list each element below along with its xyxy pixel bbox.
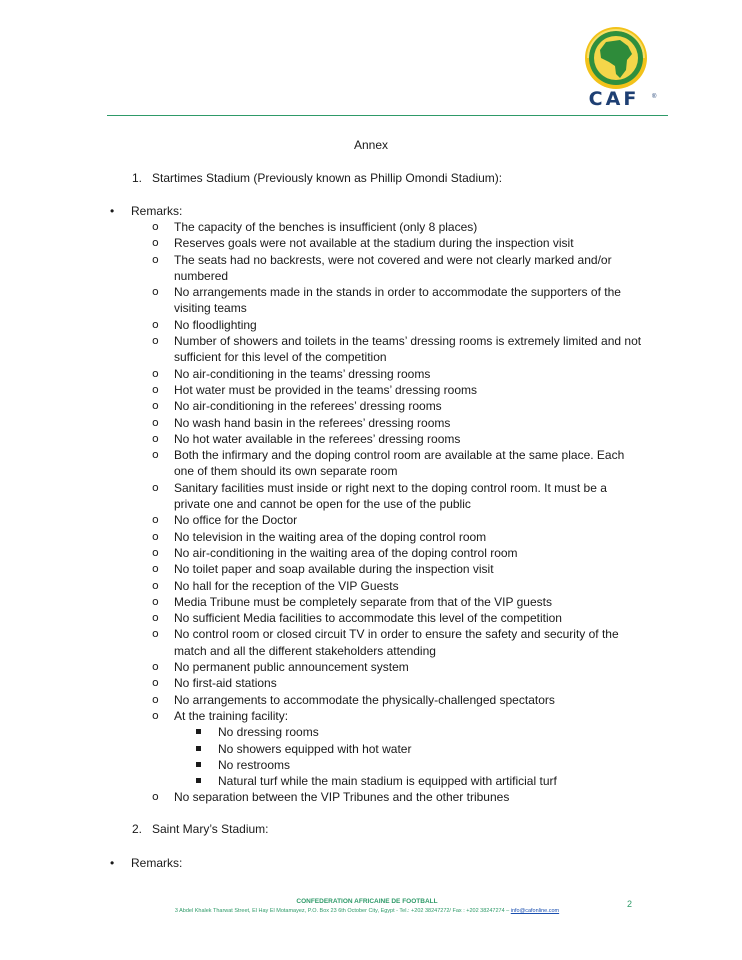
remark-text: Sanitary facilities must inside or right next to the doping control room. It must be a private one and cannot be open for the use of the public <box>174 480 607 512</box>
remark-text: No control room or closed circuit TV in order to ensure the safety and security of the match and all the different stakeholders attending <box>174 627 619 658</box>
sub-list-item <box>196 724 642 740</box>
remark-text: No wash hand basin in the referees’ dressing rooms <box>174 415 451 430</box>
square-bullet-icon <box>196 729 201 734</box>
section-label: Startimes Stadium (Previously known as Phillip Omondi Stadium): <box>152 171 503 185</box>
remarks-heading-1 <box>110 204 182 218</box>
remark-text: No arrangements made in the stands in order to accommodate the supporters of the visiting teams <box>174 285 621 316</box>
circle-bullet-icon: o <box>152 366 159 380</box>
list-item <box>152 447 642 480</box>
list-item <box>152 398 642 414</box>
list-item <box>152 219 642 235</box>
caf-logo <box>574 24 664 108</box>
training-label: At the training facility: <box>174 708 289 723</box>
square-bullet-icon <box>196 762 201 767</box>
sub-item-text: No showers equipped with hot water <box>218 741 412 756</box>
circle-bullet-icon: o <box>152 431 159 445</box>
remark-text: Both the infirmary and the doping control room are available at the same place. Each one of them should its own separate room <box>174 448 625 479</box>
list-item <box>152 789 642 805</box>
sub-list-item <box>196 757 642 773</box>
list-item <box>152 512 642 528</box>
footer-address <box>107 908 627 914</box>
list-item <box>152 252 642 285</box>
circle-bullet-icon: o <box>152 480 159 494</box>
circle-bullet-icon: o <box>152 708 159 722</box>
section-number: 2. <box>132 822 143 836</box>
list-item <box>152 317 642 333</box>
circle-bullet-icon: o <box>152 220 159 233</box>
circle-bullet-icon: o <box>152 317 159 331</box>
list-item <box>152 626 642 659</box>
remark-text: Reserves goals were not available at the stadium during the inspection visit <box>174 236 574 251</box>
remark-text: No television in the waiting area of the doping control room <box>174 529 487 544</box>
list-item <box>152 235 642 251</box>
remark-text: No air-conditioning in the referees’ dressing rooms <box>174 399 442 414</box>
circle-bullet-icon: o <box>152 382 159 396</box>
circle-bullet-icon: o <box>152 334 159 348</box>
circle-bullet-icon: o <box>152 415 159 429</box>
page-title: Annex <box>353 138 389 152</box>
list-item <box>152 578 642 594</box>
circle-bullet-icon: o <box>152 448 159 462</box>
list-item <box>152 610 642 626</box>
logo-text: CAF <box>588 88 640 110</box>
square-bullet-icon <box>196 778 201 783</box>
circle-bullet-icon: o <box>152 252 159 266</box>
footer-address-text: 3 Abdel Khalek Tharwat Street, El Hay El Motamayez, P.O. Box 23 6th October City, Egypt - Tel.: +202 38247272/ Fax : +202 38247274 – <box>174 908 510 914</box>
remark-text: No sufficient Media facilities to accommodate this level of the competition <box>174 611 562 626</box>
sub-list-item <box>196 741 642 757</box>
circle-bullet-icon: o <box>152 594 159 608</box>
remarks-label: Remarks: <box>131 856 183 870</box>
remark-text: No air-conditioning in the waiting area of the doping control room <box>174 545 518 560</box>
remark-text: Hot water must be provided in the teams’ dressing rooms <box>174 382 478 397</box>
remark-text: No office for the Doctor <box>174 513 298 528</box>
circle-bullet-icon: o <box>152 790 159 804</box>
list-item-training <box>152 708 642 789</box>
list-item <box>152 529 642 545</box>
footer-email-link[interactable]: info@cafonline.com <box>510 908 560 914</box>
sub-item-text: No restrooms <box>218 757 291 772</box>
circle-bullet-icon: o <box>152 676 159 690</box>
circle-bullet-icon: o <box>152 236 159 250</box>
section-heading-2 <box>132 822 269 836</box>
remark-text: The seats had no backrests, were not covered and were not clearly marked and/or numbered <box>174 252 612 283</box>
section-number: 1. <box>132 171 143 185</box>
remark-text: No floodlighting <box>174 317 257 332</box>
list-item <box>152 415 642 431</box>
list-item <box>152 545 642 561</box>
remark-text: The capacity of the benches is insufficient (only 8 places) <box>174 220 478 234</box>
remark-text: No toilet paper and soap available during the inspection visit <box>174 562 494 577</box>
remark-text: No first-aid stations <box>174 676 277 691</box>
remarks-heading-2 <box>110 856 182 870</box>
list-item <box>152 675 642 691</box>
list-item <box>152 659 642 675</box>
section-heading-1 <box>132 171 502 185</box>
page-number: 2 <box>627 899 633 909</box>
registered-mark: ® <box>652 94 657 100</box>
section-label: Saint Mary’s Stadium: <box>152 822 269 836</box>
circle-bullet-icon: o <box>152 611 159 625</box>
list-item <box>152 284 642 317</box>
remark-text: No permanent public announcement system <box>174 660 409 675</box>
circle-bullet-icon: o <box>152 627 159 641</box>
circle-bullet-icon: o <box>152 660 159 674</box>
circle-bullet-icon: o <box>152 529 159 543</box>
bullet-icon: • <box>110 856 115 870</box>
remark-text: No hall for the reception of the VIP Guests <box>174 578 399 593</box>
list-item <box>152 431 642 447</box>
remark-text: Number of showers and toilets in the teams’ dressing rooms is extremely limited and not sufficient for this level of the competition <box>174 334 642 365</box>
remark-text: No arrangements to accommodate the physically-challenged spectators <box>174 692 555 707</box>
circle-bullet-icon: o <box>152 578 159 592</box>
sub-list-item <box>196 773 642 789</box>
list-item <box>152 366 642 382</box>
sub-item-text: Natural turf while the main stadium is equipped with artificial turf <box>218 774 557 789</box>
remarks-label: Remarks: <box>131 204 183 218</box>
training-sublist <box>174 724 642 789</box>
list-item <box>152 480 642 513</box>
bullet-icon: • <box>110 204 115 218</box>
list-item <box>152 561 642 577</box>
circle-bullet-icon: o <box>152 692 159 706</box>
header-rule <box>107 115 668 116</box>
remark-text: No hot water available in the referees’ dressing rooms <box>174 431 461 446</box>
list-item <box>152 594 642 610</box>
list-item <box>152 692 642 708</box>
square-bullet-icon <box>196 746 201 751</box>
list-item <box>152 382 642 398</box>
list-item <box>152 333 642 366</box>
remarks-list <box>152 219 642 806</box>
remark-text: No separation between the VIP Tribunes and the other tribunes <box>174 790 510 805</box>
remark-text: No air-conditioning in the teams’ dressing rooms <box>174 366 431 381</box>
circle-bullet-icon: o <box>152 513 159 527</box>
circle-bullet-icon: o <box>152 545 159 559</box>
remark-text: Media Tribune must be completely separate from that of the VIP guests <box>174 594 552 609</box>
circle-bullet-icon: o <box>152 562 159 576</box>
footer-org: CONFEDERATION AFRICAINE DE FOOTBALL <box>296 898 438 905</box>
circle-bullet-icon: o <box>152 399 159 413</box>
sub-item-text: No dressing rooms <box>218 725 319 740</box>
caf-emblem-icon <box>574 24 664 90</box>
circle-bullet-icon: o <box>152 285 159 299</box>
